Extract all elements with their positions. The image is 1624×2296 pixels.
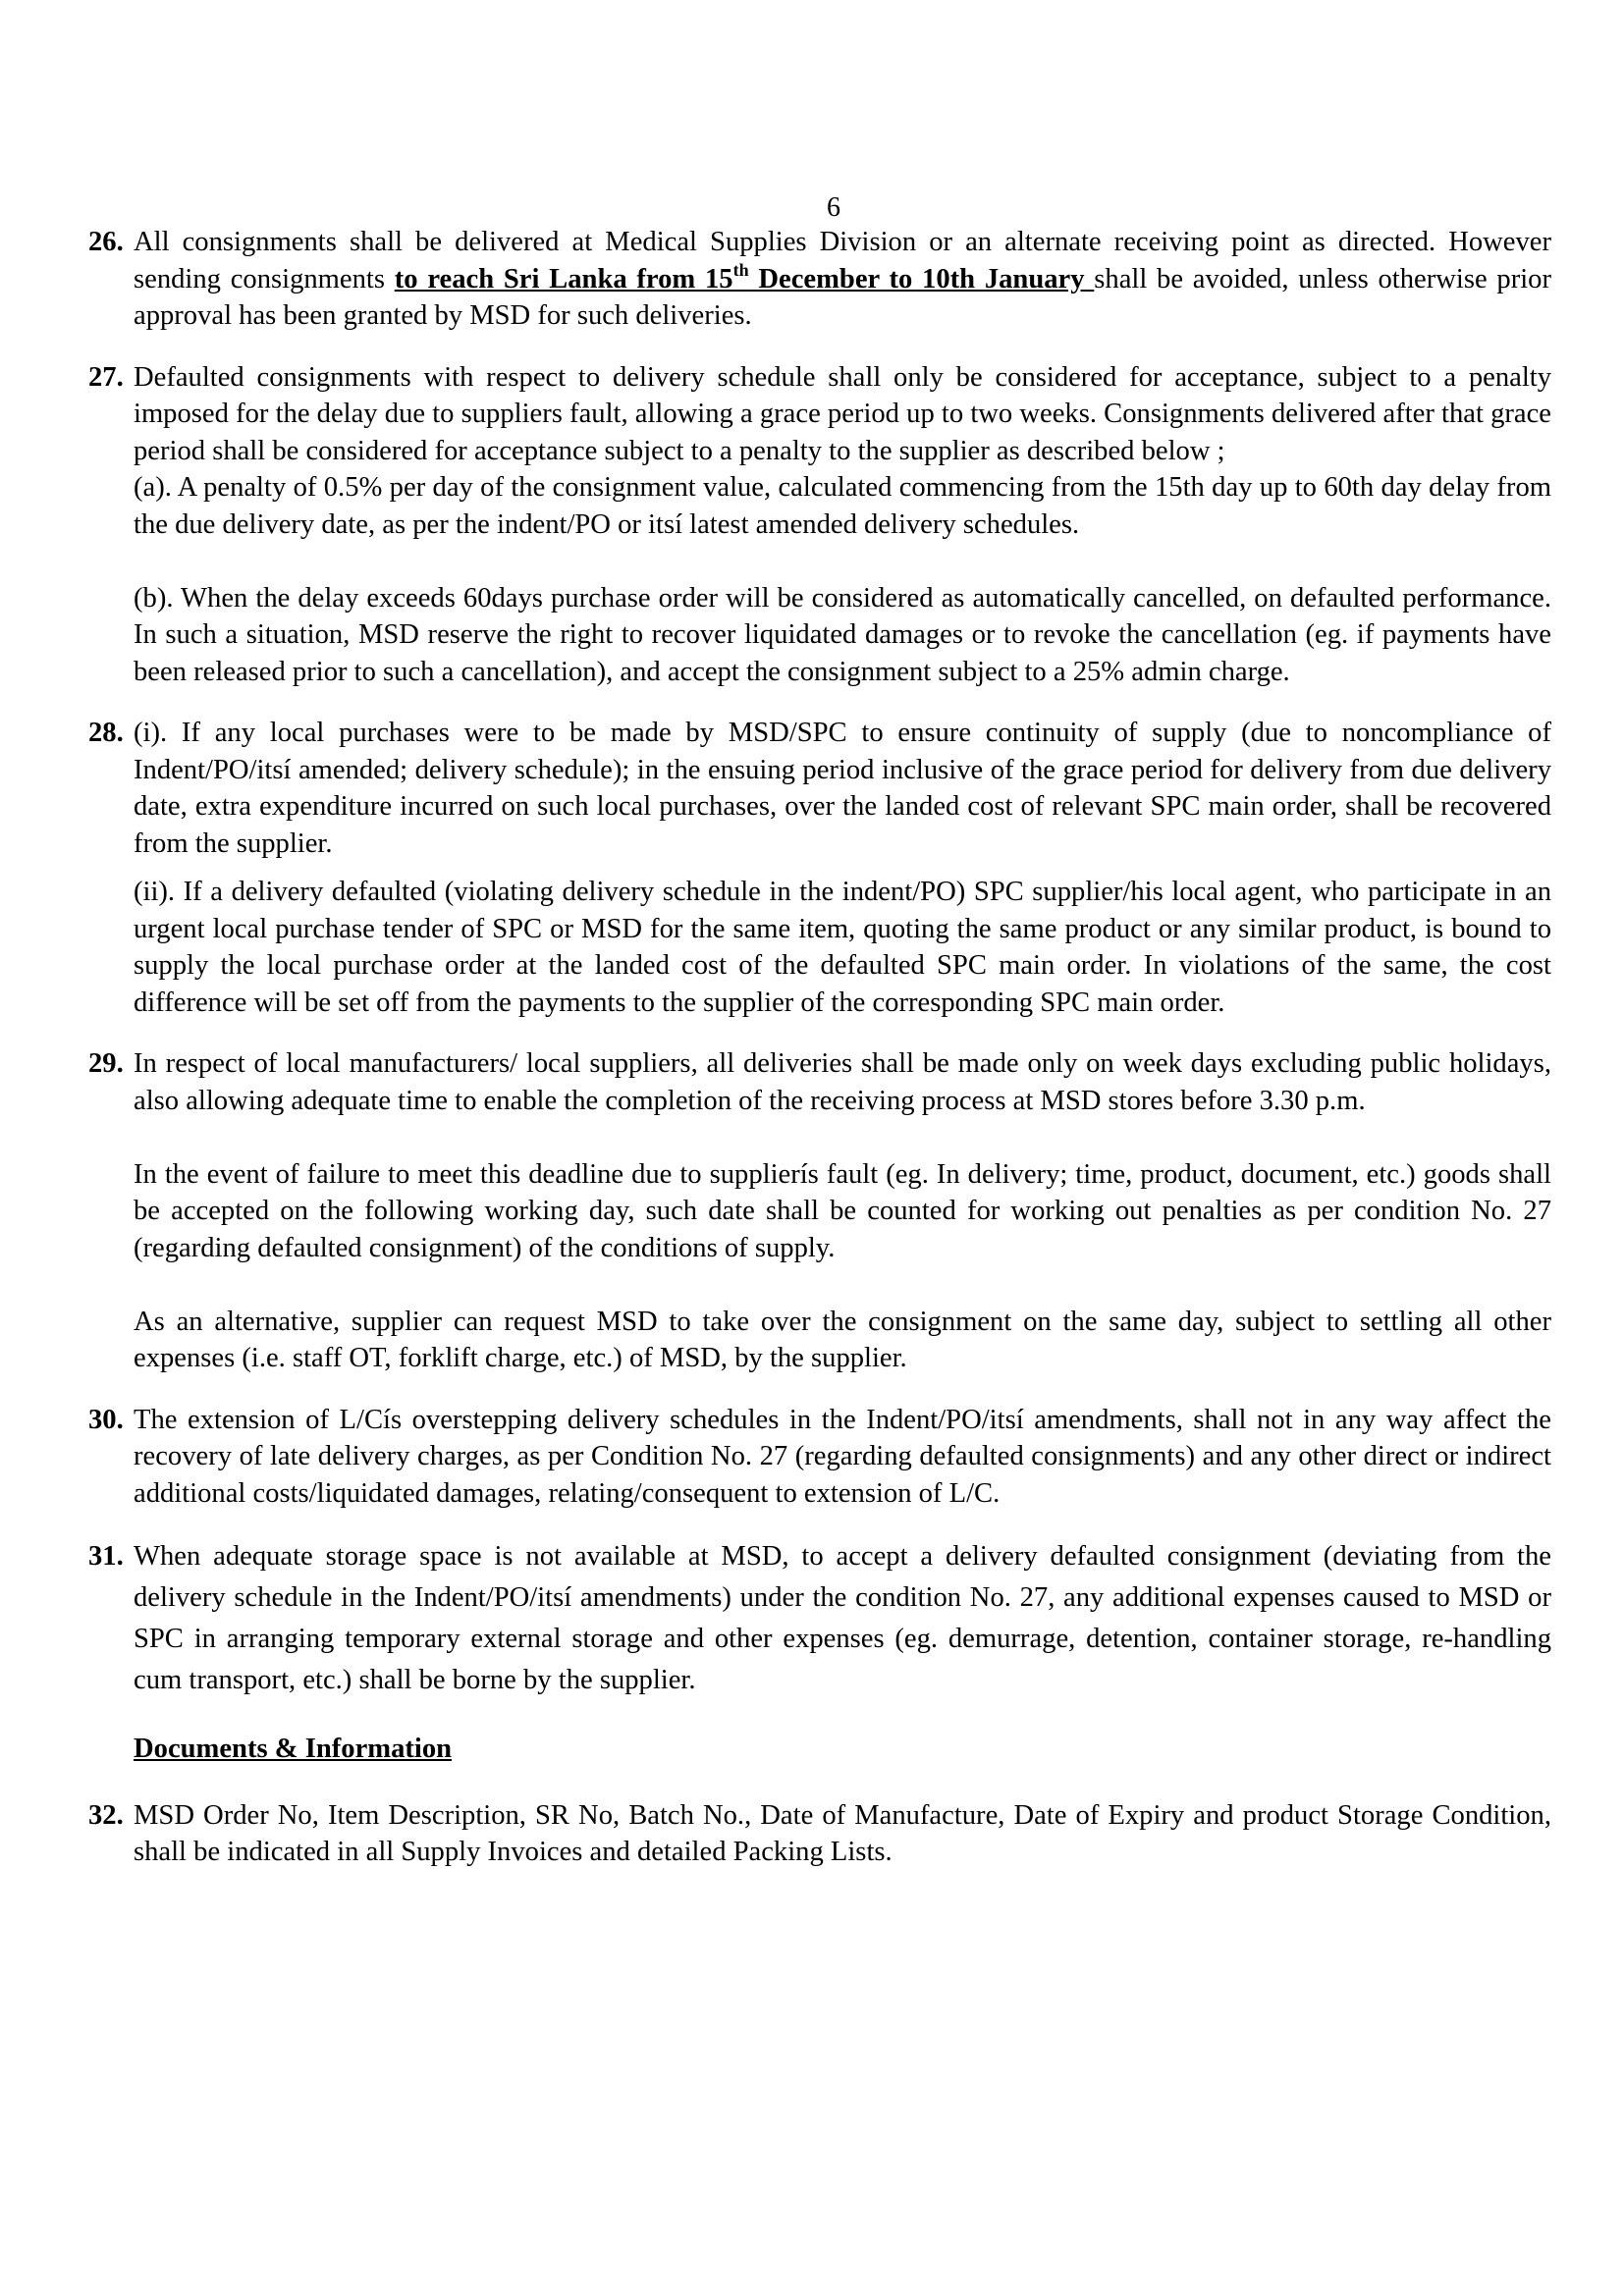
clause-subitem-a: (a). A penalty of 0.5% per day of the consignment value, calculated commencing from the 15th day up to 60th day delay from the due delivery date, as per the indent/PO or itsí latest amended delivery schedules. [134,472,1551,540]
clause-number: 31. [88,1541,124,1572]
clause-29 [88,1045,1551,1377]
clause-number: 30. [88,1404,124,1435]
clause-text: The extension of L/Cís overstepping delivery schedules in the Indent/PO/itsí amendments, shall not in any way affect the recovery of late delivery charges, as per Condition No. 27 (regarding defaulted consignments) and any other direct or indirect additional costs/liquidated damages, relating/consequent to extension of L/C. [134,1404,1551,1509]
clause-text: MSD Order No, Item Description, SR No, Batch No., Date of Manufacture, Date of Expiry and product Storage Condition, shall be indicated in all Supply Invoices and detailed Packing Lists. [134,1799,1551,1867]
ordinal-superscript: th [732,259,749,280]
clause-32 [88,1797,1551,1871]
clause-number: 32. [88,1799,124,1831]
document-body [88,224,1552,1871]
underlined-text-part: to reach Sri Lanka from 15 [394,263,733,294]
clause-number: 28. [88,718,124,748]
clause-30 [88,1402,1551,1513]
clause-number: 29. [88,1048,124,1079]
clause-subitem-b: (b). When the delay exceeds 60days purchase order will be considered as automatically cancelled, on defaulted performance. In such a situation, MSD reserve the right to recover liquidated damages or to revoke the cancellation (eg. if payments have been released prior to such a cancellation), and accept the consignment subject to a 25% admin charge. [134,582,1551,687]
clause-paragraph-2: In the event of failure to meet this deadline due to supplierís fault (eg. In delivery; time, product, document, etc.) goods shall be accepted on the following working day, such date shall be counted for working out penalties as per condition No. 27 (regarding defaulted consignment) of the conditions of supply. [134,1158,1551,1263]
clause-text-part: All consignments shall be delivered at Medical Supplies Division or an alternate receiving point as directed. However sending consignments [134,227,1551,294]
clause-26 [88,224,1552,335]
clause-subitem-i: (i). If any local purchases were to be made by MSD/SPC to ensure continuity of supply (due to noncompliance of Indent/PO/itsí amended; delivery schedule); in the ensuing period inclusive of the grace period for delivery from due delivery date, extra expenditure incurred on such local purchases, over the landed cost of relevant SPC main order, shall be recovered from the supplier. [134,718,1551,859]
underlined-text-part: December to 10th January [748,263,1095,294]
clause-paragraph-3: As an alternative, supplier can request MSD to take over the consignment on the same day, subject to settling all other expenses (i.e. staff OT, forklift charge, etc.) of MSD, by the supplier. [134,1306,1551,1373]
clause-subitem-ii: (ii). If a delivery defaulted (violating delivery schedule in the indent/PO) SPC supplier/his local agent, who participate in an urgent local purchase tender of SPC or MSD for the same item, quoting the same product or any similar product, is bound to supply the local purchase order at the landed cost of the defaulted SPC main order. In violations of the same, the cost difference will be set off from the payments to the supplier of the corresponding SPC main order. [134,877,1551,1018]
clause-text: Defaulted consignments with respect to delivery schedule shall only be considered for acceptance, subject to a penalty imposed for the delay due to suppliers fault, allowing a grace period up to two weeks. Consignments delivered after that grace period shall be considered for acceptance subject to a penalty to the supplier as described below ; [134,361,1551,466]
clause-text: When adequate storage space is not available at MSD, to accept a delivery defaulted consignment (deviating from the delivery schedule in the Indent/PO/itsí amendments) under the condition No. 27, any additional expenses caused to MSD or SPC in arranging temporary external storage and other expenses (eg. demurrage, detention, container storage, re-handling cum transport, etc.) shall be borne by the supplier. [134,1541,1551,1695]
clause-28 [88,715,1551,1021]
clause-31 [88,1536,1551,1701]
clause-27 [88,359,1551,691]
section-heading: Documents & Information [134,1734,453,1764]
underlined-period [394,259,1095,294]
clause-text [134,224,1551,335]
clause-number: 27. [88,361,124,393]
page-number: 6 [827,192,840,223]
clause-paragraph-1: In respect of local manufacturers/ local suppliers, all deliveries shall be made only on week days excluding public holidays, also allowing adequate time to enable the completion of the receiving process at MSD stores before 3.30 p.m. [134,1048,1551,1116]
clause-number: 26. [88,227,124,257]
clause-text-part: shall be avoided, unless otherwise prior approval has been granted by MSD for such deliveries. [134,263,1552,331]
